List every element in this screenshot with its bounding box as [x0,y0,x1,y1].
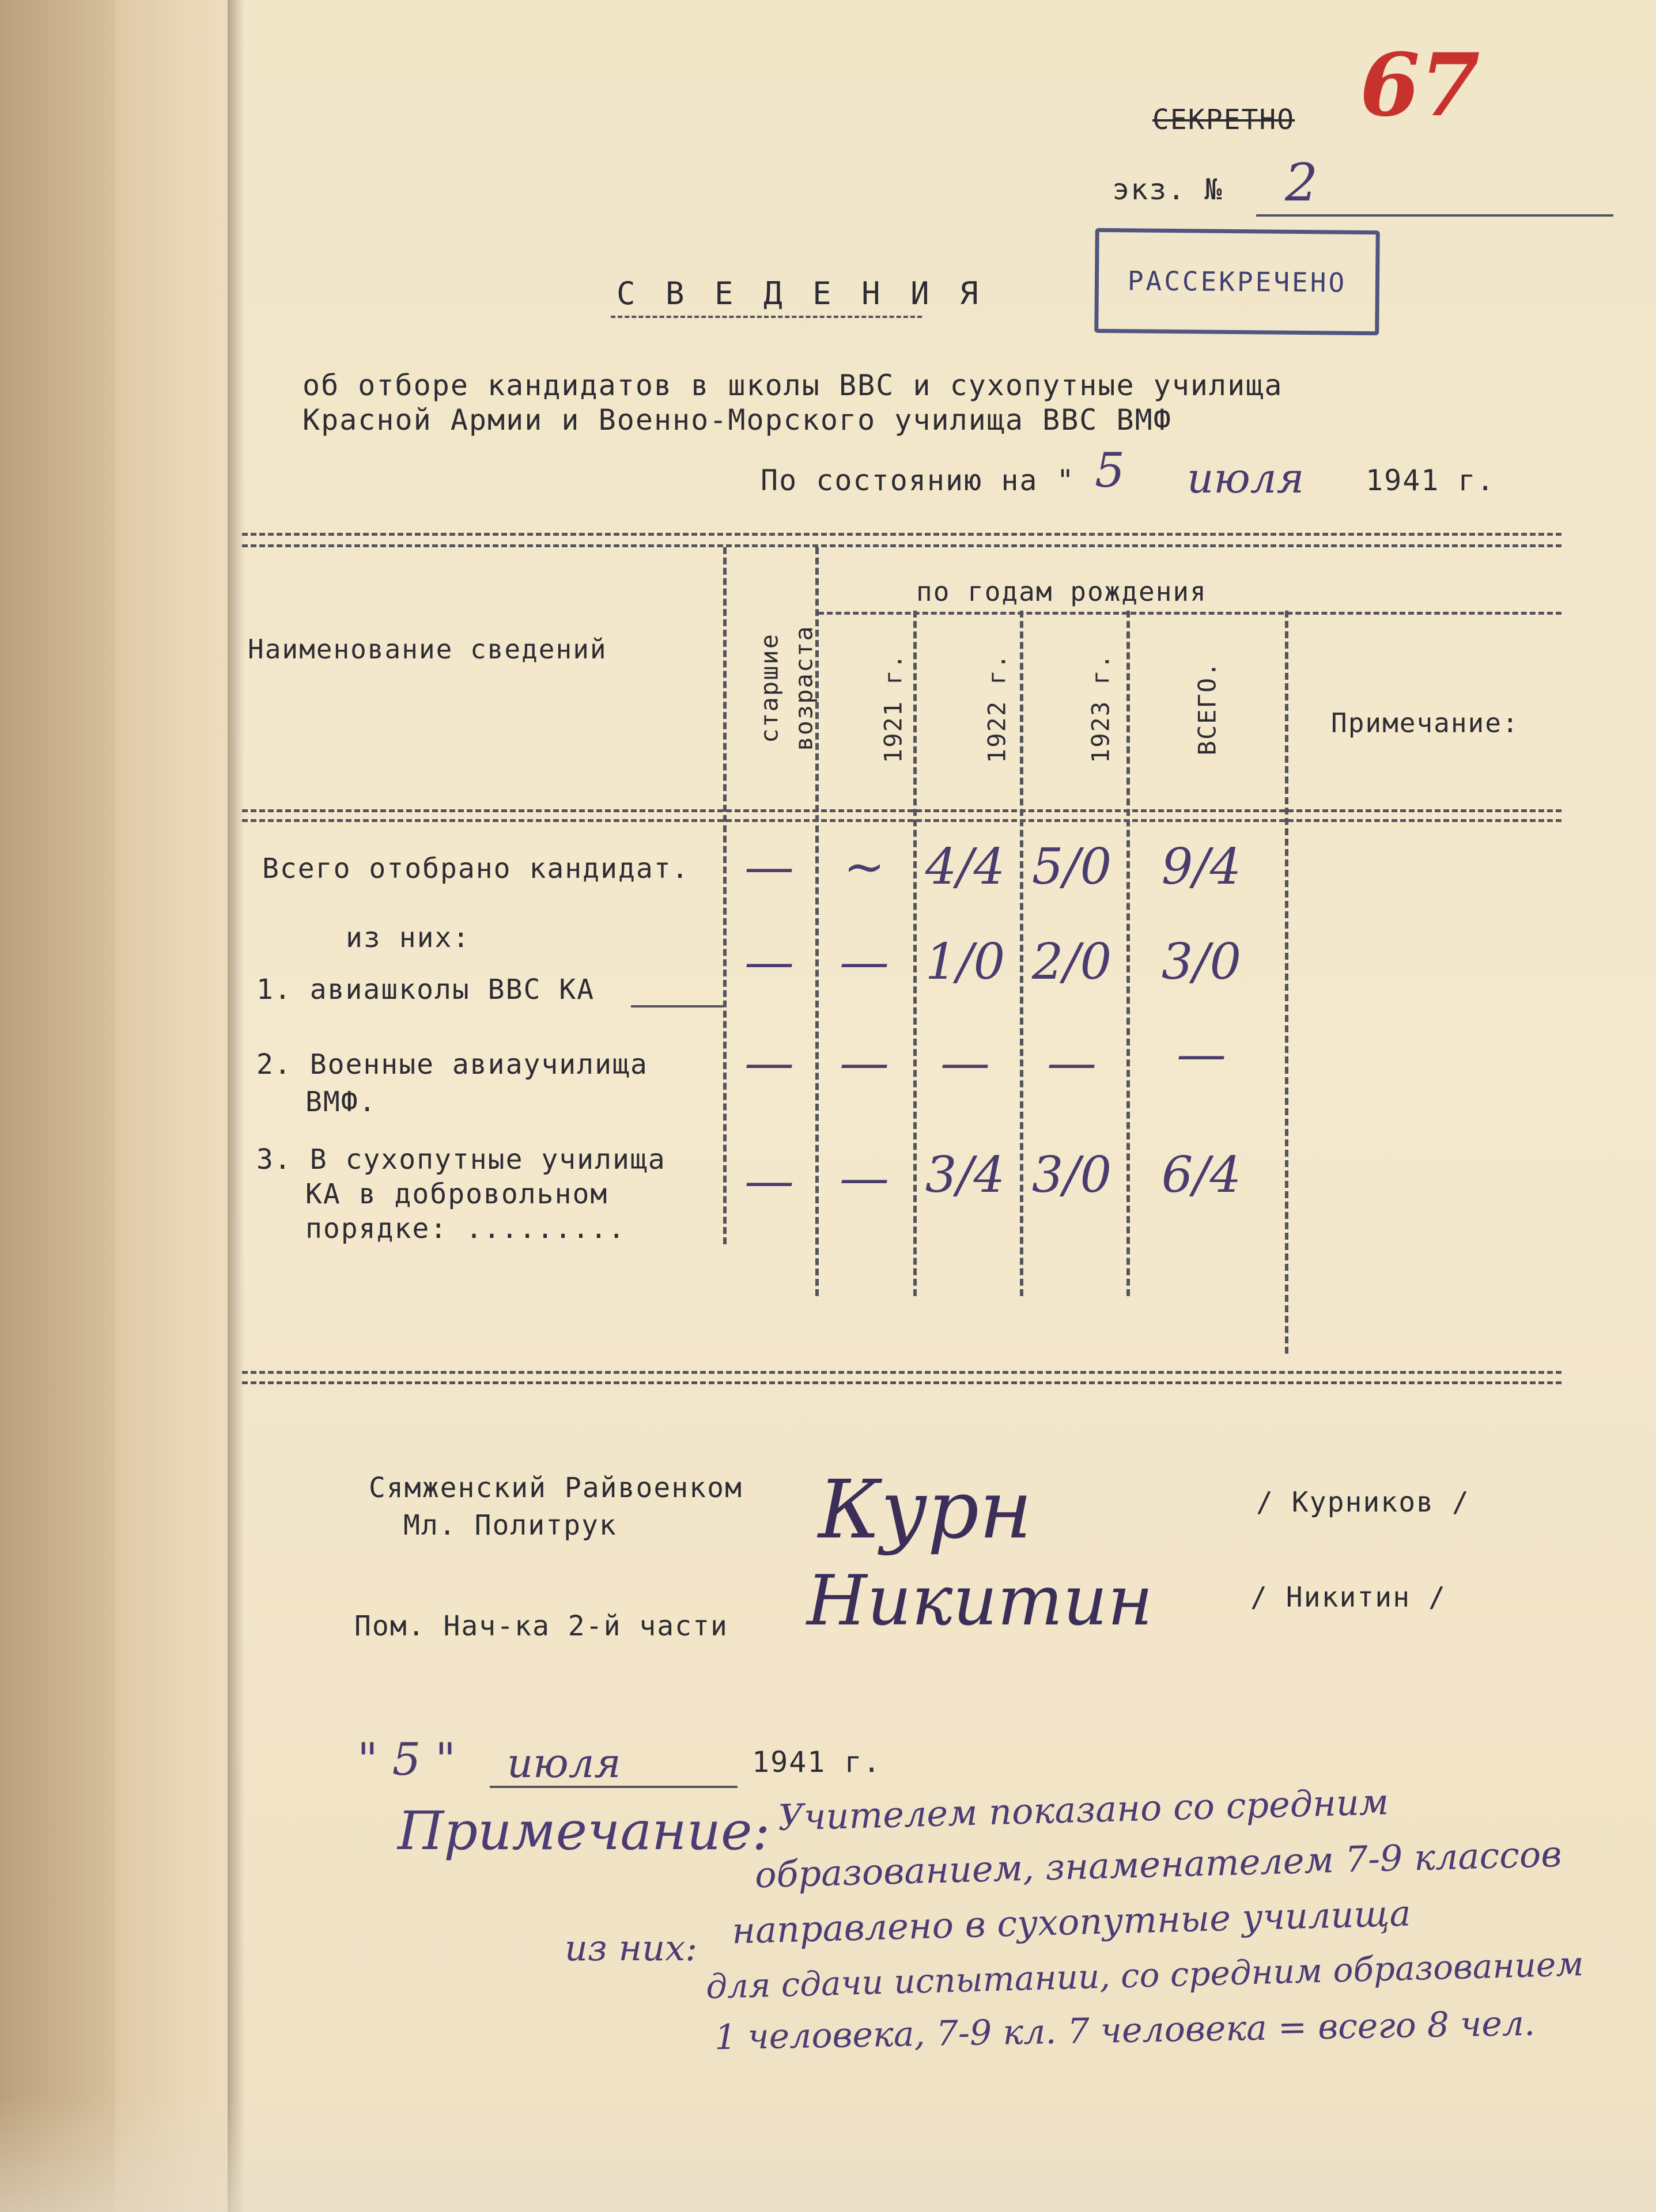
group-header-underline [818,612,1562,615]
table-top-border-2 [242,544,1562,547]
note-of-them: из них: [565,1927,698,1969]
cell-r1-older: — [744,933,794,991]
cell-r0-1921: ~ [843,838,886,896]
document-heading: С В Е Д Е Н И Я [617,275,984,312]
note-line-1: Учителем показано со средним [777,1781,1390,1839]
col-header-total: ВСЕГО. [1193,661,1222,756]
cell-r0-total: 9/4 [1161,838,1242,896]
copy-number-underline [1256,214,1613,217]
table-bottom-border-2 [242,1381,1562,1384]
signatory-org-line-2: Мл. Политрук [403,1509,617,1541]
cell-r3-older: — [744,1152,794,1210]
footer-date-prefix: " 5 " [357,1734,456,1786]
copy-label: экз. № [1112,173,1223,206]
cell-r3-1922: 3/4 [925,1146,1005,1204]
row-label-total: Всего отобрано кандидат. [262,853,690,885]
row-label-naval-1: 2. Военные авиаучилища [256,1048,648,1081]
cell-r1-1922: 1/0 [925,933,1005,991]
signatory-position-2: Пом. Нач-ка 2-й части [354,1610,728,1642]
cell-r1-total: 3/0 [1161,933,1242,991]
date-day: 5 [1095,444,1125,498]
col-header-older-2: возраста [789,625,818,751]
col-divider-total [1285,611,1288,1354]
cell-r1-1921: — [840,933,889,991]
cell-r0-1923: 5/0 [1031,838,1112,896]
note-line-3: направлено в сухопутные училища [731,1892,1412,1952]
binding-edge [0,0,115,2212]
date-month: июля [1187,454,1305,502]
page-shadow [228,0,245,2212]
row-label-ground-2: КА в добровольном [305,1178,608,1210]
footer-date-underline [490,1786,738,1788]
col-header-older-1: старшие [755,633,784,744]
signatory-name-1: / Курников / [1256,1486,1470,1518]
cell-r2-1923: — [1047,1034,1097,1092]
signature-1: Курн [818,1463,1033,1557]
table-header-divider [242,809,1562,812]
heading-underline [611,316,922,318]
signatory-org-line-1: Сямженский Райвоенком [369,1472,743,1504]
table-top-border [242,533,1562,536]
cell-r1-1923: 2/0 [1031,933,1112,991]
row-label-naval-2: ВМФ. [305,1086,377,1118]
col-header-name: Наименование сведений [248,634,607,665]
col-header-note: Примечание: [1331,707,1519,738]
footer-date-year: 1941 г. [752,1745,882,1779]
note-line-5: 1 человека, 7-9 кл. 7 человека = всего 8 чел. [714,2003,1536,2058]
cell-r2-older: — [744,1034,794,1092]
signature-2: Никитин [807,1561,1153,1641]
title-line-1: об отборе кандидатов в школы ВВС и сухопутные училища [303,369,1283,402]
page-bottom-shade [0,2097,1656,2212]
declassified-stamp: РАССЕКРЕЧЕНО [1094,228,1380,335]
col-header-1922: 1922 г. [982,653,1011,764]
cell-r2-total: — [1177,1025,1226,1083]
row-label-underline-1 [631,1005,723,1007]
col-divider-name [723,547,727,1244]
cell-r2-1922: — [940,1034,990,1092]
note-label: Примечание: [398,1800,770,1862]
cell-r0-older: — [744,838,794,896]
cell-r0-1922: 4/4 [925,838,1005,896]
signatory-name-2: / Никитин / [1250,1581,1446,1613]
footer-date-month: июля [507,1740,621,1787]
row-label-ground-3: порядке: ......... [305,1213,626,1245]
group-header-years: по годам рождения [916,576,1207,607]
row-label-ground-1: 3. В сухопутные училища [256,1143,666,1176]
note-line-2: образованием, знаменателем 7-9 классов [754,1832,1563,1896]
row-label-aviation-schools: 1. авиашколы ВВС КА [256,974,595,1006]
secrecy-mark: СЕКРЕТНО [1152,104,1295,136]
row-label-of-them: из них: [346,922,471,954]
table-bottom-border [242,1371,1562,1374]
page-number: 67 [1360,35,1480,136]
cell-r3-total: 6/4 [1161,1146,1242,1204]
col-header-1921: 1921 г. [879,653,908,764]
date-year: 1941 г. [1366,464,1495,497]
copy-number: 2 [1285,153,1318,213]
col-header-1923: 1923 г. [1086,653,1115,764]
cell-r2-1921: — [840,1034,889,1092]
cell-r3-1923: 3/0 [1031,1146,1112,1204]
title-line-2: Красной Армии и Военно-Морского училища ВВС ВМФ [303,403,1172,437]
note-line-4: для сдачи испытании, со средним образованием [705,1944,1585,2006]
cell-r3-1921: — [840,1149,889,1207]
date-prefix: По состоянию на " [761,464,1075,497]
table-header-divider-2 [242,819,1562,822]
